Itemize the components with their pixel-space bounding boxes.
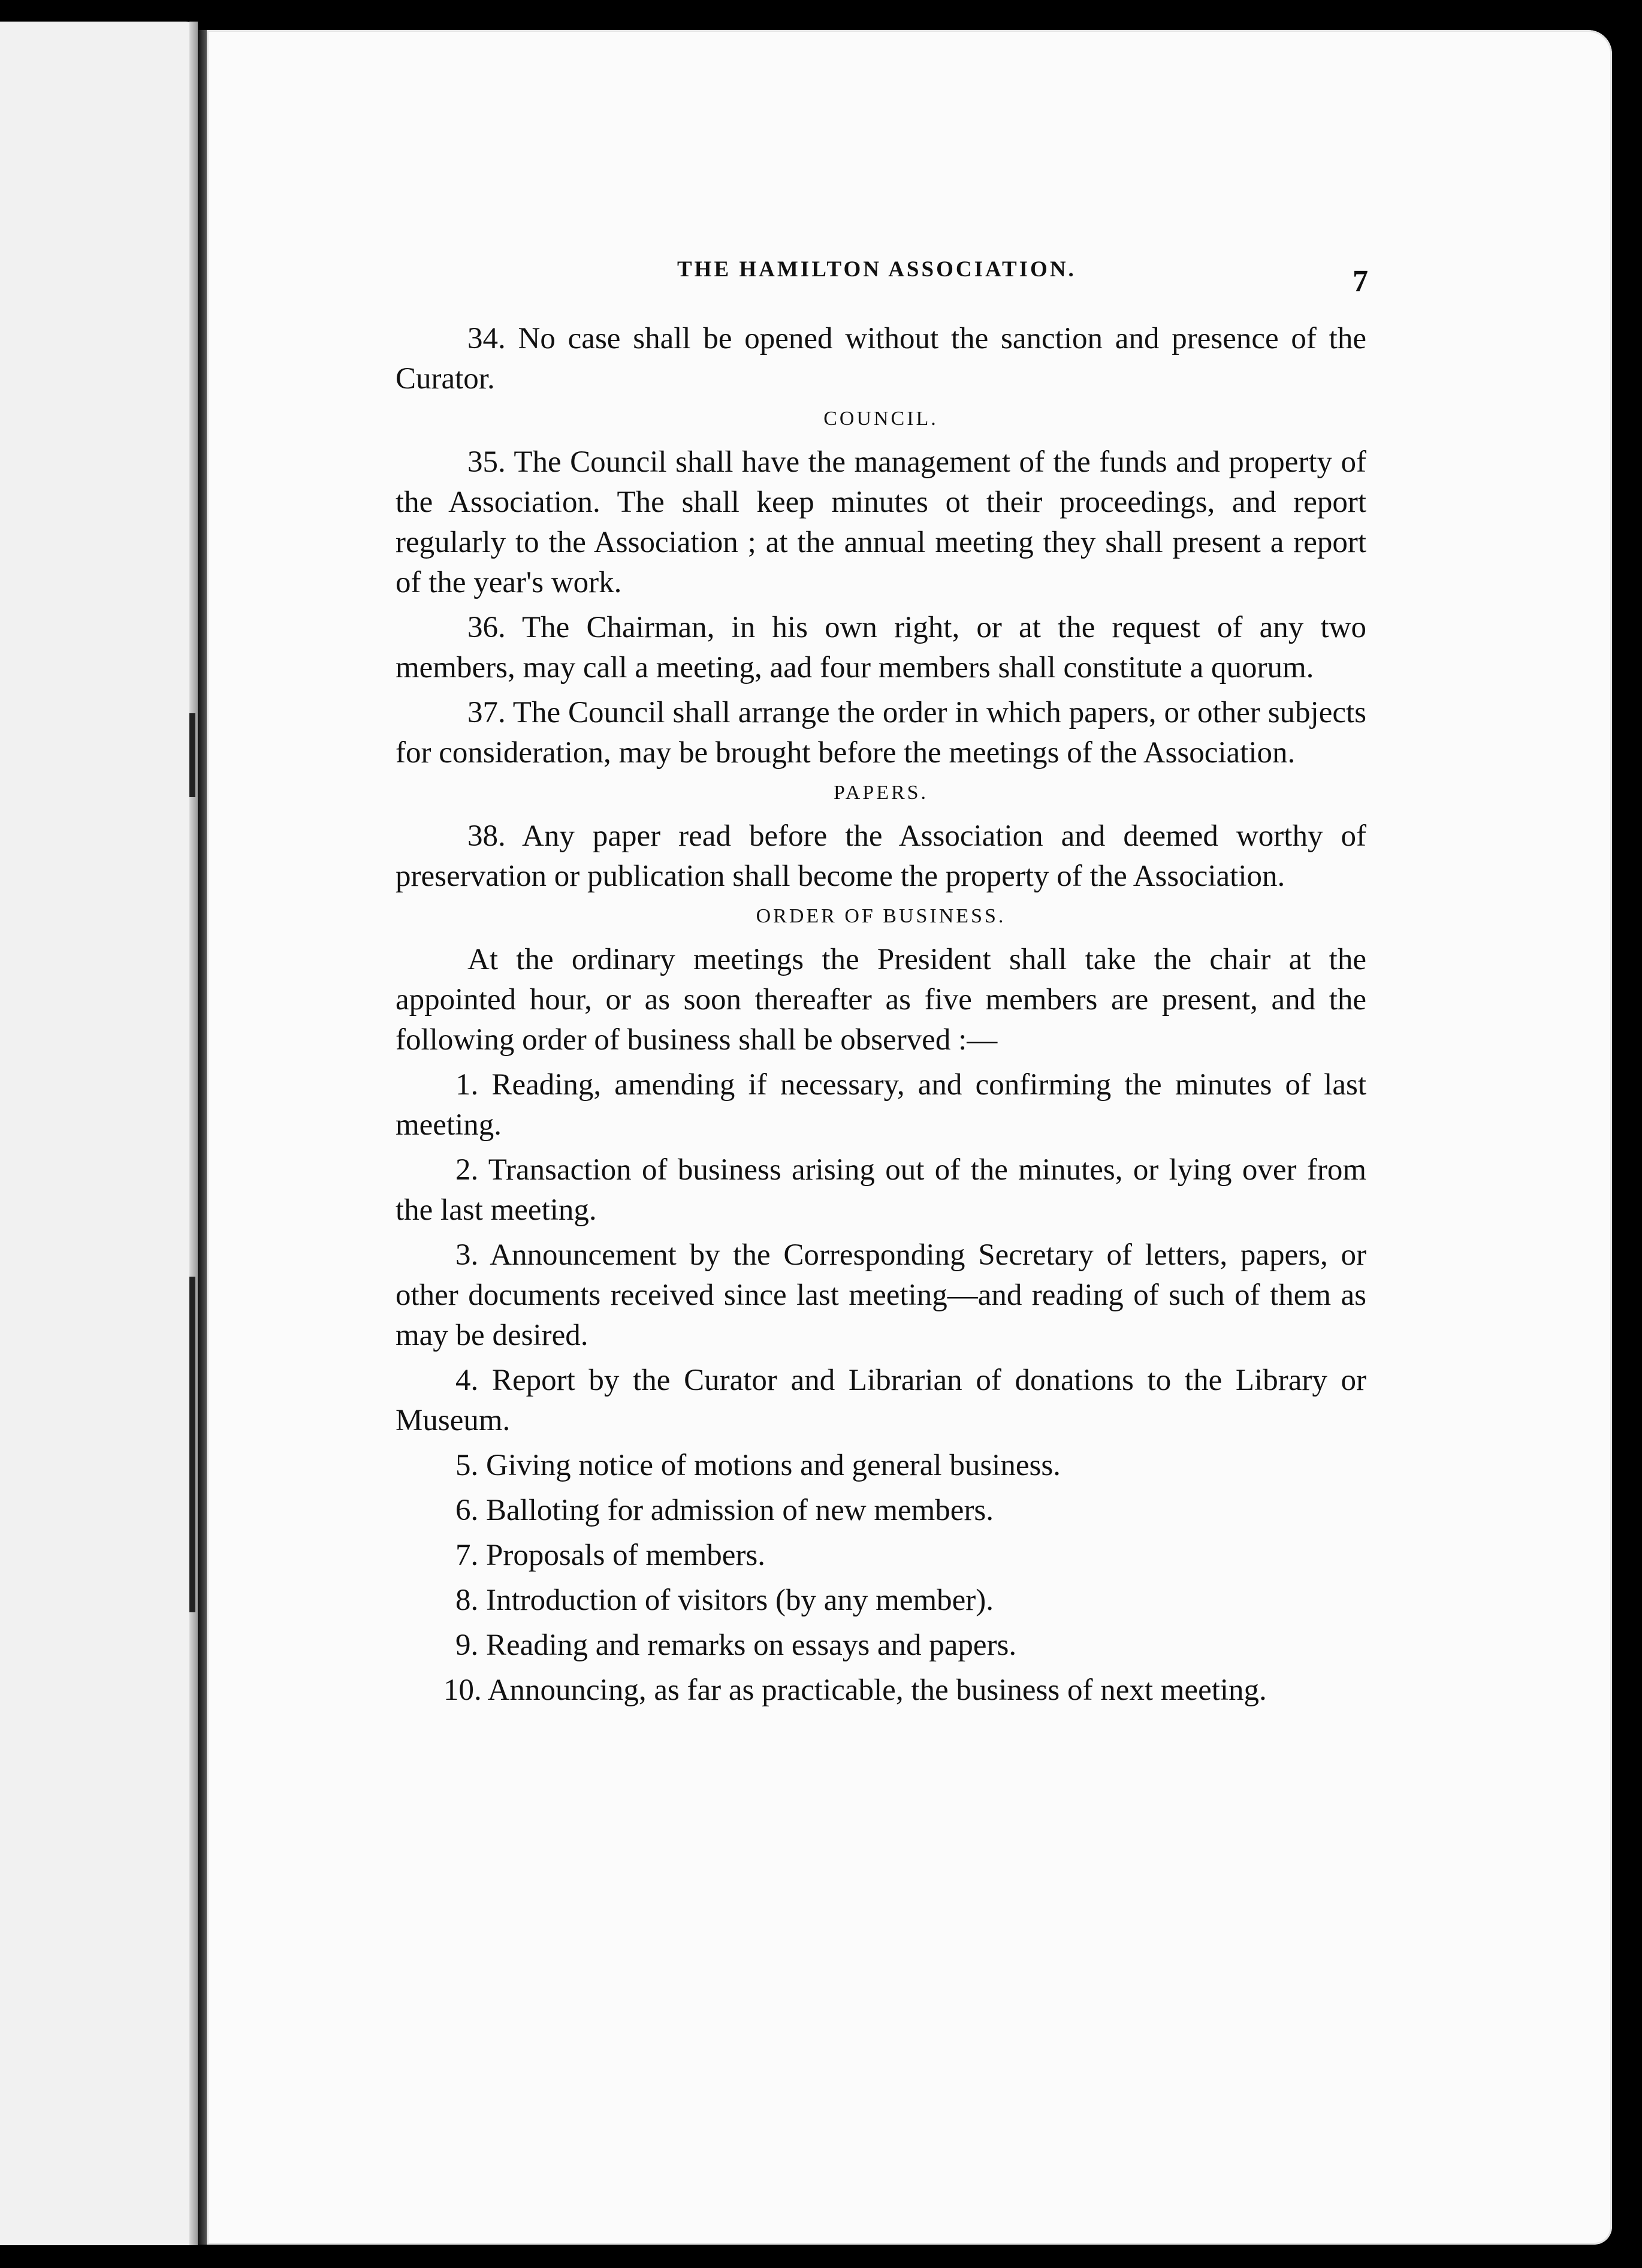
binding-mark (189, 713, 195, 797)
order-intro: At the ordinary meetings the President shall take the chair at the appointed hour, or as soon thereafter as five members are present, and the following order of business shall be observed :— (396, 943, 1366, 1057)
facing-page (0, 22, 198, 2245)
binding-mark (189, 1277, 195, 1612)
rule-36: 36. The Chairman, in his own right, or at the request of any two members, may call a meeting, aad four members shall constitute a quorum. (396, 611, 1366, 684)
order-item: 1. Reading, amending if necessary, and confirming the minutes of last meeting. (396, 1068, 1366, 1142)
order-item: 9. Reading and remarks on essays and papers. (455, 1628, 1017, 1662)
rule-34: 34. No case shall be opened without the sanction and presence of the Curator. (396, 322, 1366, 396)
papers-heading: PAPERS. (833, 782, 929, 804)
order-item: 6. Balloting for admission of new members. (455, 1494, 994, 1527)
rule-35: 35. The Council shall have the management of the funds and property of the Association. The shall keep minutes ot their proceedings, and report regularly to the Association ; at the annual meeting they shall present a report of the year's work. (396, 445, 1366, 599)
order-item: 10. Announcing, as far as practicable, the business of next meeting. (443, 1673, 1267, 1707)
rule-38: 38. Any paper read before the Association and deemed worthy of preservation or publication shall become the property of the Association. (396, 819, 1366, 893)
page-number: 7 (1353, 264, 1368, 298)
order-item: 4. Report by the Curator and Librarian of donations to the Library or Museum. (396, 1364, 1366, 1437)
order-item: 8. Introduction of visitors (by any member). (455, 1584, 994, 1617)
order-item: 2. Transaction of business arising out of the minutes, or lying over from the last meeting. (396, 1153, 1366, 1227)
order-item: 3. Announcement by the Corresponding Secretary of letters, papers, or other documents received since last meeting—and reading of such of them as may be desired. (396, 1238, 1366, 1352)
council-heading: COUNCIL. (823, 408, 938, 430)
order-item: 5. Giving notice of motions and general business. (455, 1449, 1061, 1482)
rule-37: 37. The Council shall arrange the order in which papers, or other subjects for consideration, may be brought before the meetings of the Association. (396, 696, 1366, 770)
running-title: THE HAMILTON ASSOCIATION. (677, 257, 1076, 282)
page-body (396, 319, 1366, 1715)
order-of-business-heading: ORDER OF BUSINESS. (756, 905, 1006, 927)
facing-page-edge (189, 22, 198, 2245)
order-item: 7. Proposals of members. (455, 1539, 766, 1572)
